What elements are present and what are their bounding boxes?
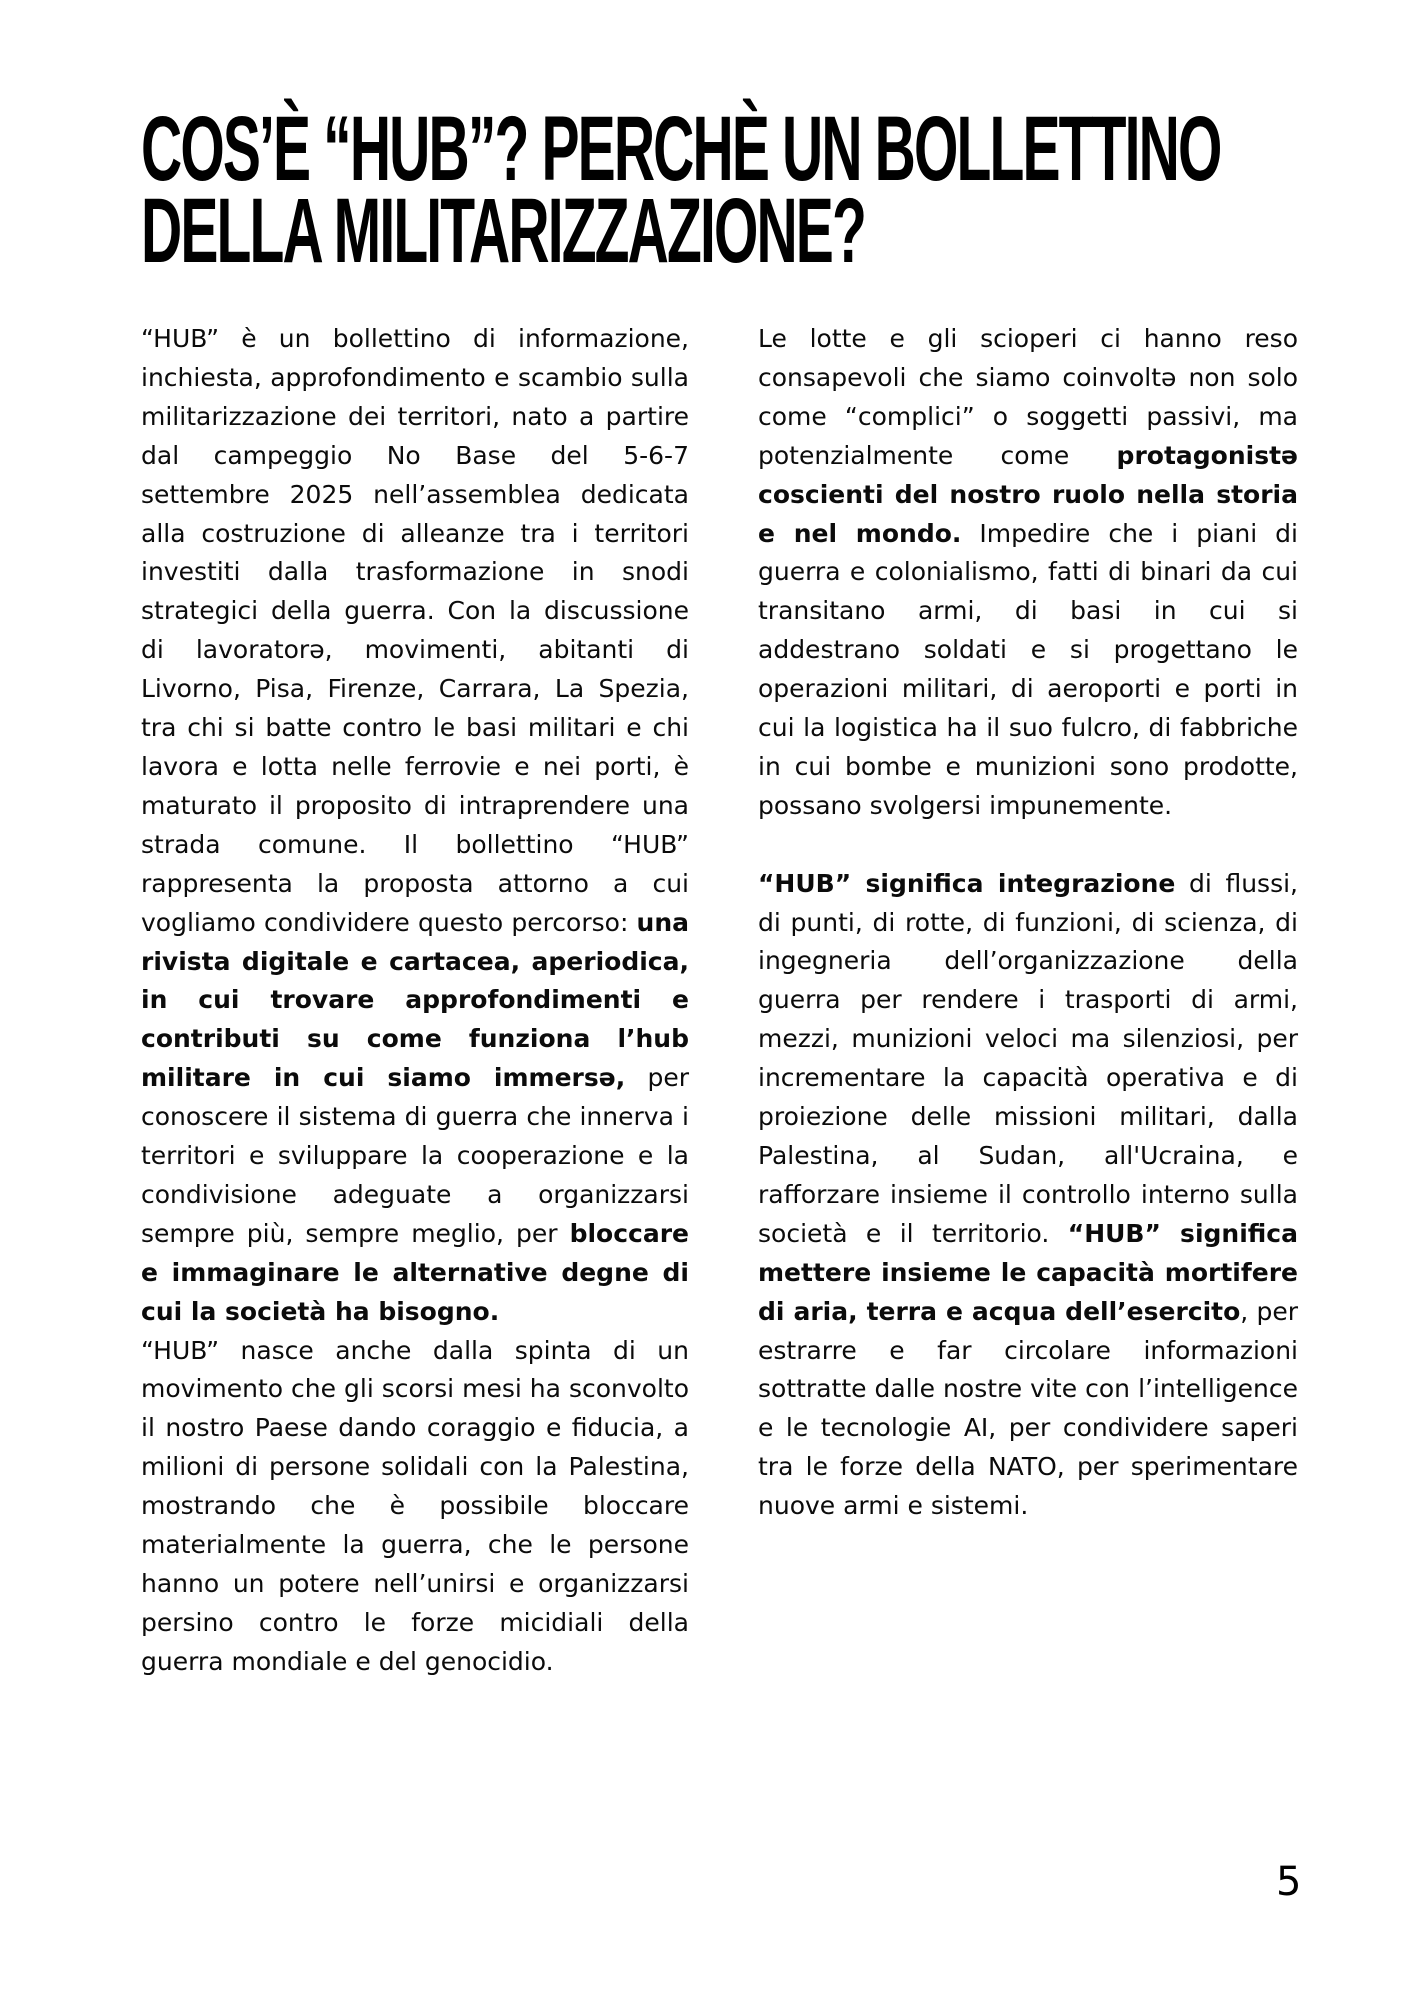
bold-text-run: “HUB” significa mettere insieme le capacità mortifere di aria, terra e acqua dell’esercito	[758, 1218, 1298, 1326]
page-title	[141, 98, 1300, 282]
text-run: Le lotte e gli scioperi ci hanno reso consapevoli che siamo coinvoltə non solo come “complici” o soggetti passivi, ma potenzialmente come	[758, 324, 1298, 470]
right-column	[758, 320, 1298, 1526]
bold-text-run: una rivista digitale e cartacea, aperiodica, in cui trovare approfondimenti e contributi su come funziona l’hub militare in cui siamo immersə,	[141, 907, 689, 1093]
text-run: Impedire che i piani di guerra e colonialismo, fatti di binari da cui transitano armi, di basi in cui si addestrano soldati e si progettano le operazioni militari, di aeroporti e porti in cui la logistica ha il suo fulcro, di fabbriche in cui bombe e munizioni sono prodotte, possano svolgersi impunemente.	[758, 518, 1298, 820]
title-line-2: DELLA MILITARIZZAZIONE?	[141, 180, 865, 282]
left-paragraph-2	[141, 1332, 689, 1682]
page-number: 5	[1276, 1859, 1302, 1905]
right-paragraph-1	[758, 320, 1298, 826]
text-run: per conoscere il sistema di guerra che innerva i territori e sviluppare la cooperazione e la condivisione adeguate a organizzarsi sempre più, sempre meglio, per	[141, 1063, 689, 1248]
text-run: , per estrarre e far circolare informazioni sottratte dalle nostre vite con l’intelligence e le tecnologie AI, per condividere saperi tra le forze della NATO, per sperimentare nuove armi e sistemi.	[758, 1296, 1298, 1521]
text-run: di flussi, di punti, di rotte, di funzioni, di scienza, di ingegneria dell’organizzazione della guerra per rendere i trasporti di armi, mezzi, munizioni veloci ma silenziosi, per incrementare la capacità operativa e di proiezione delle missioni militari, dalla Palestina, al Sudan, all'Ucraina, e rafforzare insieme il controllo interno sulla società e il territorio.	[758, 868, 1298, 1248]
text-run: “HUB” è un bollettino di informazione, inchiesta, approfondimento e scambio sulla militarizzazione dei territori, nato a partire dal campeggio No Base del 5-6-7 settembre 2025 nell’assemblea dedicata alla costruzione di alleanze tra i territori investiti dalla trasformazione in snodi strategici della guerra. Con la discussione di lavoratorə, movimenti, abitanti di Livorno, Pisa, Firenze, Carrara, La Spezia, tra chi si batte contro le basi militari e chi lavora e lotta nelle ferrovie e nei porti, è maturato il proposito di intraprendere una strada comune. Il bollettino “HUB” rappresenta la proposta attorno a cui vogliamo condividere questo percorso:	[141, 324, 689, 937]
bold-text-run: protagonistə coscienti del nostro ruolo nella storia e nel mondo.	[758, 440, 1298, 548]
text-run: “HUB” nasce anche dalla spinta di un movimento che gli scorsi mesi ha sconvolto il nostro Paese dando coraggio e fiducia, a milioni di persone solidali con la Palestina, mostrando che è possibile bloccare materialmente la guerra, che le persone hanno un potere nell’unirsi e organizzarsi persino contro le forze micidiali della guerra mondiale e del genocidio.	[141, 1335, 689, 1676]
bold-text-run: bloccare e immaginare le alternative degne di cui la società ha bisogno.	[141, 1218, 689, 1326]
bold-text-run: “HUB” significa integrazione	[758, 868, 1176, 898]
left-paragraph-1	[141, 320, 689, 1332]
left-column	[141, 320, 689, 1682]
title-line-1: COS’È “HUB”? PERCHÈ UN BOLLETTINO	[141, 98, 1221, 200]
right-paragraph-2	[758, 865, 1298, 1526]
